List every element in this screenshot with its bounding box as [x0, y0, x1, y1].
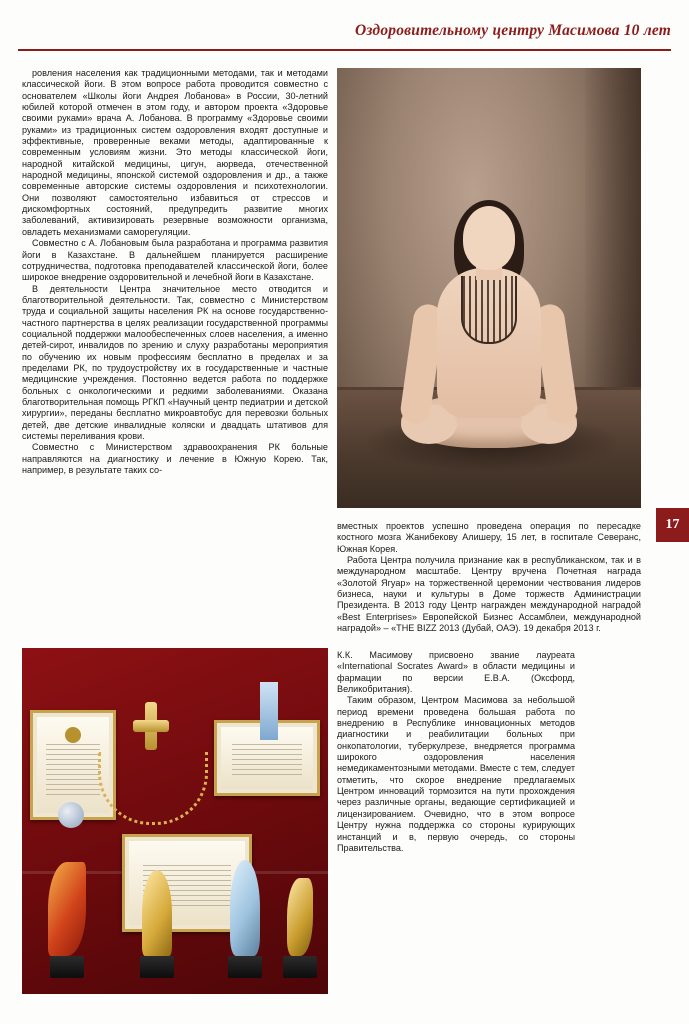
paragraph: К.К. Масимову присвоено звание лауреата «International Socrates Award» в области медицины и фармации по версии Е.В.А. (Оксфорд, Великобритания).: [337, 650, 575, 695]
awards-photo: [22, 648, 328, 994]
right-text-column-upper: [337, 521, 641, 634]
trophy-cup: [142, 870, 172, 956]
page-number-badge: 17: [656, 508, 689, 542]
photo-figure: [423, 198, 555, 448]
trophy-cup: [230, 860, 260, 956]
order-cross-icon: [130, 696, 172, 754]
trophy-crystal: [218, 858, 272, 978]
certificate-text-lines: [232, 744, 302, 777]
trophy-base: [283, 956, 317, 978]
trophy-base: [140, 956, 174, 978]
trophy-base: [228, 956, 262, 978]
paragraph: ровления населения как традиционными методами, так и методами классической йоги. В этом вопросе работа проводится совместно с основателем «Школы йоги Андрея Лобанова» в России, 30-летний юбилей которой отмечен в этом году, и автором проекта «Здоровье своими руками» врача А. Лобанова. В программу «Здоровье своими руками» из традиционных систем оздоровления входят доступные и эффективные, проверенные веками методы, адаптированные к современным условиям жизни. Это методы классической йоги, народной китайской медицины, цигун, аюрведа, отечественной народной медицины, японской системой оздоровления и др., а также современные авторские системы оздоровления и психотехнологии. Они позволяют самостоятельно избавиться от стрессов и дискомфортных состояний, предупредить развитие многих заболеваний, активизировать резервные возможности организма, овладеть механизмами саморегуляции.: [22, 68, 328, 237]
trophy-gold: [130, 866, 184, 978]
paragraph: В деятельности Центра значительное место отводится и благотворительной деятельности. Так, совместно с Министерством труда и социальной защиты населения РК на основе государственно-частного партнерства в целях реализации государственной программы социальной поддержки малообеспеченных слоев населения, а именно детей-сирот, инвалидов по зрению и слуху разработаны мероприятия по обучению их новым профессиям бесплатно в пределах и за пределами РК, по трудоустройству их в государственные и частные медицинские учреждения. Постоянно ведется работа по поддержке больных с онкологическими и редкими заболеваниями. Оказана благотворительная помощь РГКП «Научный центр педиатрии и детской хирургии», переданы бесплатно микроавтобус для перевозки больных детей, две детские инвалидные коляски и двадцать штативов для системы переливания крови.: [22, 283, 328, 441]
award-medal-icon: [58, 802, 84, 828]
paragraph: Таким образом, Центром Масимова за небольшой период времени проведена большая работа по внедрению в Республике инновационных методов диагностики и реабилитации больных при онкопатологии, туберкулрезе, внедряется программа широкого оздоровления населения немедикаментозными методами. Вместе с тем, следует отметить, что скорое внедрение предлагаемых Центром инноваций тормозится на пути прохождения через различные органы, ведающие сертификацией и лицензированием. Очевидно, что в этом вопросе Центру нужна поддержка со стороны курирующих инстанций и в, первую очередь, со стороны Правительства.: [337, 695, 575, 853]
left-text-column: [22, 68, 328, 476]
page-title: Оздоровительному центру Масимова 10 лет: [355, 22, 671, 39]
trophy-statuette: [278, 874, 322, 978]
header-divider: [18, 49, 671, 51]
right-text-column-lower: [337, 650, 575, 854]
paragraph: Совместно с Министерством здравоохранения РК больные направляются на диагностику и лечение в Южную Корею. Так, например, в результате таких со-: [22, 442, 328, 476]
figure-necklace: [461, 276, 517, 344]
yoga-photo: [337, 68, 641, 508]
figure-head: [463, 206, 515, 270]
trophy-cup: [287, 878, 313, 956]
paragraph: Совместно с А. Лобановым была разработана и программа развития йоги в Казахстане. В дальнейшем планируется расширение сотрудничества, подготовка преподавателей классической йоги, более широкое внедрение оздоровительной и лечебной йоги в Казахстане.: [22, 238, 328, 283]
diploma-text-lines: [46, 744, 101, 796]
diploma-seal-icon: [65, 727, 81, 743]
paragraph: вместных проектов успешно проведена операция по пересадке костного мозга Жанибекову Алишеру, 15 лет, в госпитале Северанс, Южная Корея.: [337, 521, 641, 554]
award-ribbon: [260, 682, 278, 740]
page-header: [18, 22, 671, 56]
trophy-flame: [40, 858, 94, 978]
trophy-cup: [48, 862, 86, 956]
trophy-base: [50, 956, 84, 978]
paragraph: Работа Центра получила признание как в республиканском, так и в международном масштабе. Центру вручена Почетная награда «Золотой Ягуар» на торжественной церемонии чествования лидеров бизнеса, науки и культуры в Доме торжеств Администрации Президента. В 2013 году Центр награжден международной наградой «Best Enterprises» Европейской Бизнес Ассамблеи, международной наградой» – «THE BIZZ 2013 (Дубай, ОАЭ). 19 декабря 2013 г.: [337, 555, 641, 634]
